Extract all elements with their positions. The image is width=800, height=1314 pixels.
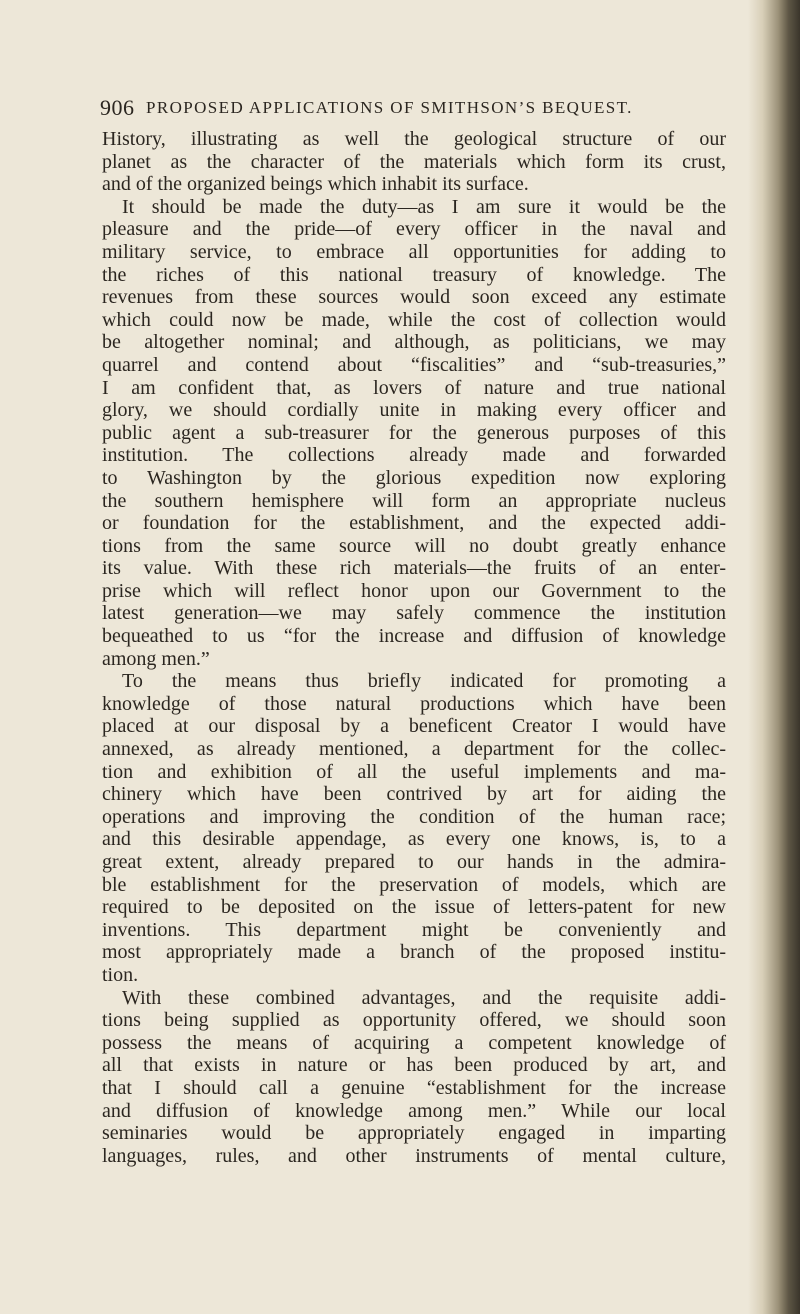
- text-line: that I should call a genuine “establishment for the increase: [102, 1076, 726, 1099]
- text-line: tion and exhibition of all the useful implements and ma-: [102, 760, 726, 783]
- text-line: military service, to embrace all opportunities for adding to: [102, 240, 726, 263]
- text-line: ble establishment for the preservation of models, which are: [102, 873, 726, 896]
- text-line: annexed, as already mentioned, a department for the collec-: [102, 738, 726, 761]
- text-line: to Washington by the glorious expedition now exploring: [102, 466, 726, 489]
- text-line: or foundation for the establishment, and the expected addi-: [102, 512, 726, 535]
- text-line: tions being supplied as opportunity offered, we should soon: [102, 1009, 726, 1032]
- text-line: required to be deposited on the issue of letters-patent for new: [102, 896, 726, 919]
- text-line: placed at our disposal by a beneficent Creator I would have: [102, 715, 726, 738]
- text-line: and diffusion of knowledge among men.” While our local: [102, 1099, 726, 1122]
- text-line: and this desirable appendage, as every one knows, is, to a: [102, 828, 726, 851]
- text-line: tion.: [102, 963, 139, 986]
- text-line: prise which will reflect honor upon our Government to the: [102, 579, 726, 602]
- page-gutter-shadow: [748, 0, 800, 1314]
- text-line: great extent, already prepared to our hands in the admira-: [102, 851, 726, 873]
- text-line: latest generation—we may safely commence the institution: [102, 602, 726, 625]
- text-line: knowledge of those natural productions which have been: [102, 692, 726, 715]
- text-line: It should be made the duty—as I am sure it would be the: [122, 195, 726, 218]
- text-line: With these combined advantages, and the requisite addi-: [122, 986, 726, 1009]
- page-header: [100, 95, 720, 121]
- text-line: the riches of this national treasury of knowledge. The: [102, 263, 726, 286]
- text-line: all that exists in nature or has been produced by art, and: [102, 1054, 726, 1077]
- text-line: inventions. This department might be conveniently and: [102, 918, 726, 941]
- text-line: operations and improving the condition of the human race;: [102, 805, 726, 828]
- text-line: among men.”: [102, 647, 210, 670]
- text-line: pleasure and the pride—of every officer in the naval and: [102, 218, 726, 241]
- text-line: languages, rules, and other instruments of mental culture,: [102, 1144, 726, 1167]
- text-line: possess the means of acquiring a competent knowledge of: [102, 1031, 726, 1054]
- text-line: its value. With these rich materials—the fruits of an enter-: [102, 557, 726, 580]
- text-line: planet as the character of the materials which form its crust,: [102, 150, 726, 173]
- text-line: glory, we should cordially unite in making every officer and: [102, 399, 726, 422]
- text-line: which could now be made, while the cost of collection would: [102, 308, 726, 331]
- running-head: PROPOSED APPLICATIONS OF SMITHSON’S BEQUEST.: [146, 98, 633, 117]
- text-line: I am confident that, as lovers of nature and true national: [102, 376, 726, 399]
- text-line: seminaries would be appropriately engaged in imparting: [102, 1122, 726, 1145]
- text-line: To the means thus briefly indicated for promoting a: [122, 670, 726, 693]
- text-line: History, illustrating as well the geological structure of our: [102, 128, 726, 150]
- text-line: most appropriately made a branch of the proposed institu-: [102, 941, 726, 964]
- text-line: quarrel and contend about “fiscalities” and “sub-treasuries,”: [102, 353, 726, 376]
- text-line: bequeathed to us “for the increase and diffusion of knowledge: [102, 625, 726, 648]
- page-number: 906: [100, 95, 135, 120]
- text-line: be altogether nominal; and although, as politicians, we may: [102, 331, 726, 354]
- text-line: chinery which have been contrived by art for aiding the: [102, 783, 726, 806]
- text-line: the southern hemisphere will form an appropriate nucleus: [102, 489, 726, 512]
- text-line: and of the organized beings which inhabit its surface.: [102, 173, 529, 196]
- text-line: revenues from these sources would soon exceed any estimate: [102, 286, 726, 309]
- text-line: tions from the same source will no doubt greatly enhance: [102, 534, 726, 557]
- text-line: institution. The collections already made and forwarded: [102, 444, 726, 467]
- body-text: [102, 128, 726, 1167]
- text-line: public agent a sub-treasurer for the generous purposes of this: [102, 421, 726, 444]
